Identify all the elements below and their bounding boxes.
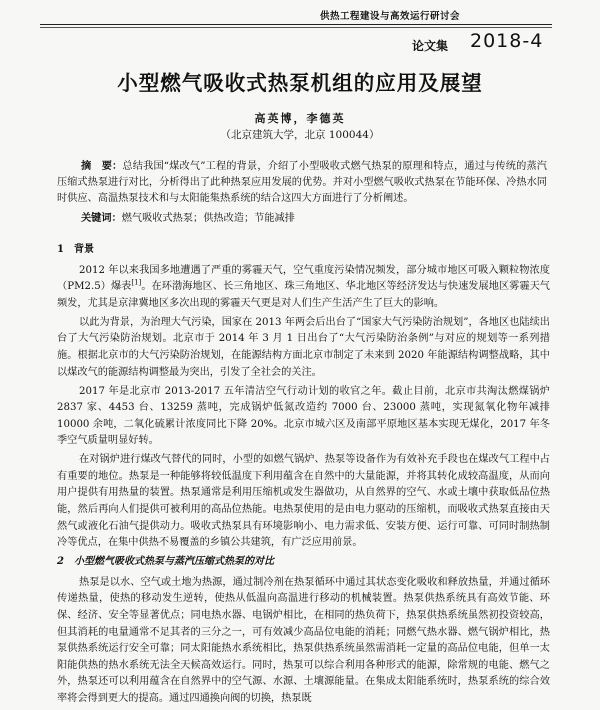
section-label: 论文集 — [412, 39, 449, 53]
section-heading-2: 2 小型燃气吸收式热泵与蒸汽压缩式热泵的对比 — [57, 556, 274, 568]
body-paragraph: 2017 年是北京市 2013-2017 五年清洁空气行动计划的收官之年。截止目前，北京市共淘汰燃煤锅炉 2837 家、4453 台、13259 蒸吨，完成锅炉低氮改造约 7000 台、23000 蒸吨，实现氮氧化物年减排 10000 余吨，二氧化硫累计浓度同比下降 20%。北京市城六区及南部平原地区基本实现无煤化，2017 年冬季空气质量明显好转。 — [57, 385, 550, 447]
paper-affiliation: （北京建筑大学，北京 100044） — [220, 129, 380, 141]
abstract — [57, 158, 547, 207]
body-paragraph: 2012 年以来我国多地遭遇了严重的雾霾天气，空气重度污染情况频发，部分城市地区可吸入颗粒物浓度（PM2.5）爆表[1]。在环渤海地区、长三角地区、珠三角地区、华北地区等经济发达与快速发展地区雾霾天气频发，尤其是京津冀地区多次出现的雾霾天气更是对人们生产生活产生了巨大的影响。 — [57, 264, 550, 309]
paper-body — [57, 242, 550, 710]
keywords-label: 关键词： — [81, 212, 122, 224]
issue-number: 2018-4 — [470, 30, 544, 52]
abstract-label: 摘 要： — [81, 160, 123, 172]
paper-authors: 高英博，李德英 — [254, 112, 346, 125]
header-rule-thin — [40, 27, 552, 28]
section-heading-1: 1 背景 — [57, 244, 94, 255]
body-paragraph: 在对锅炉进行煤改气替代的同时，小型的如燃气锅炉、热泵等设备作为有效补充手段也在煤改气工程中占有重要的地位。热泵是一种能够将较低温度下利用蕴含在自然中的大量能源，并将其转化成较高温度，从而向用户提供有用热量的装置。热泵通常是利用压缩机或发生器做功，从自然界的空气、水或土壤中获取低品位热能，然后再向人们提供可被利用的高品位热能。电热泵使用的是由电力驱动的压缩机，而吸收式热泵直接由天然气或液化石油气提供动力。吸收式热泵具有环境影响小、电力需求低、安装方便、运行可靠、可同时制热制冷等优点，在集中供热不易覆盖的乡镇公共建筑，有广泛应用前景。 — [57, 454, 550, 549]
body-paragraph: 以此为背景，为治理大气污染，国家在 2013 年两会后出台了“国家大气污染防治规划”，各地区也陆续出台了大气污染防治规划。北京市于 2014 年 3 月 1 日出台了“大气污染防治条例”与对应的规划等一系列措施。根据北京市的大气污染防治规划，在能源结构方面北京市制定了未来到 2020 年能源结构调整战略，其中以煤改气的能源结构调整最为突出，引发了全社会的关注。 — [57, 316, 550, 378]
body-paragraph: 热泵是以水、空气或土地为热源，通过制冷剂在热泵循环中通过其状态变化吸收和释放热量，并通过循环传递热量，使热的移动发生逆转，使热从低温向高温进行移动的机械装置。热泵供热系统具有高效节能、环保、经济、安全等显著优点；同电热水器、电锅炉相比，在相同的热负荷下，热泵供热系统虽然初投资较高，但其消耗的电量通常不足其者的三分之一，可有效减少高品位电能的消耗；同燃气热水器、燃气锅炉相比，热泵供热系统运行安全可靠；同太阳能热水系统相比，热泵供热系统虽然需消耗一定量的高品位电能，但单一太阳能供热的热水系统无法全天候高效运行。同时，热泵可以综合利用各种形式的能源，除常规的电能、燃气之外，热泵还可以利用蕴含在自然界中的空气源、水源、土壤源能量。在集成太阳能系统时，热泵系统的综合效率将会得到更大的提高。通过四通换向阀的切换，热泵既 — [57, 576, 550, 704]
citation-ref: [1] — [131, 278, 142, 287]
paper-title: 小型燃气吸收式热泵机组的应用及展望 — [117, 71, 483, 95]
journal-name: 供热工程建设与高效运行研讨会 — [320, 11, 461, 22]
header-rule — [40, 24, 552, 25]
keywords-text: 燃气吸收式热泵；供热改造；节能减排 — [121, 213, 295, 224]
keywords — [57, 210, 547, 227]
abstract-text: 总结我国“煤改气”工程的背景，介绍了小型吸收式燃气热泵的原理和特点，通过与传统的蒸汽压缩式热泵进行对比，分析得出了此种热泵应用发展的优势。并对小型燃气吸收式热泵在节能环保、冷热水同时供应、高温热泵技术和与太阳能集热系统的结合这四大方面进行了分析阐述。 — [57, 161, 547, 204]
